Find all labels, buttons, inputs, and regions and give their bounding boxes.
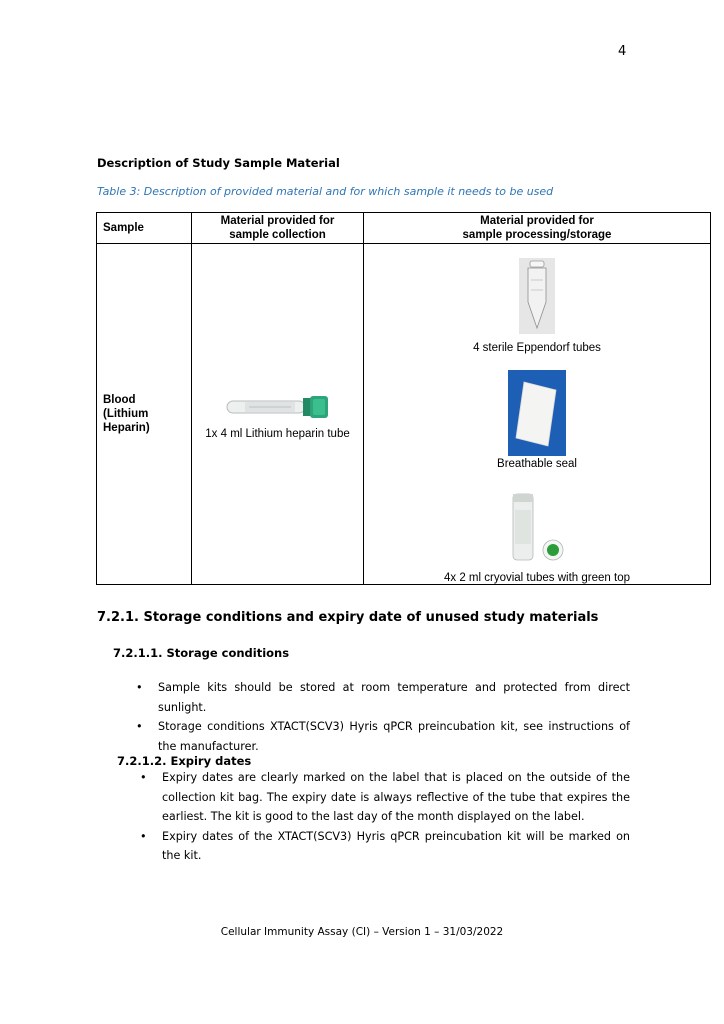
expiry-dates-heading: 7.2.1.2. Expiry dates — [117, 754, 252, 768]
list-item-text: Sample kits should be stored at room temperature and protected from direct sunlight. — [158, 681, 630, 714]
collection-cell — [192, 244, 364, 585]
collection-item-label: 1x 4 ml Lithium heparin tube — [205, 428, 350, 440]
list-item-text: Storage conditions XTACT(SCV3) Hyris qPCR preincubation kit, see instructions of the manufacturer. — [158, 720, 630, 753]
storage-conditions-heading: 7.2.1.1. Storage conditions — [113, 646, 290, 660]
processing-item-label: 4 sterile Eppendorf tubes — [473, 342, 601, 354]
header-processing-line1: Material provided for — [480, 215, 594, 227]
material-table — [96, 212, 711, 585]
sample-line2: (Lithium — [103, 408, 149, 420]
section-heading: Description of Study Sample Material — [97, 156, 340, 170]
bullet-icon: • — [140, 771, 147, 784]
table-header-row — [97, 213, 711, 244]
storage-section-heading: 7.2.1. Storage conditions and expiry date of unused study materials — [97, 610, 599, 625]
header-collection-line1: Material provided for — [220, 215, 335, 227]
page-number: 4 — [618, 44, 627, 59]
list-item — [136, 678, 630, 717]
bullet-icon: • — [136, 720, 143, 733]
lithium-heparin-tube-icon — [225, 394, 331, 420]
cryovial-tube-icon — [507, 492, 567, 564]
expiry-dates-list — [140, 768, 630, 866]
processing-cell — [364, 244, 711, 585]
page-footer: Cellular Immunity Assay (CI) – Version 1 – 31/03/2022 — [220, 926, 504, 938]
list-item — [136, 717, 630, 756]
processing-item-cryovial — [364, 470, 710, 584]
sample-cell — [97, 244, 192, 585]
breathable-seal-icon — [508, 370, 566, 456]
header-processing — [364, 213, 711, 244]
header-processing-line2: sample processing/storage — [462, 229, 612, 241]
header-collection-line2: sample collection — [229, 229, 326, 241]
list-item — [140, 768, 630, 827]
list-item — [140, 827, 630, 866]
bullet-icon: • — [136, 681, 143, 694]
sample-line3: Heparin) — [103, 422, 150, 434]
list-item-text: Expiry dates of the XTACT(SCV3) Hyris qPCR preincubation kit will be marked on the kit. — [162, 829, 630, 862]
table-row — [97, 244, 711, 585]
processing-item-seal — [364, 354, 710, 470]
processing-item-eppendorf — [364, 244, 710, 354]
list-item-text: Expiry dates are clearly marked on the label that is placed on the outside of the collection kit bag. The expiry date is always reflective of the tube that expires the earliest. The kit is good to the last day of the month displayed on the label. — [162, 771, 630, 823]
header-collection — [192, 213, 364, 244]
eppendorf-tube-icon — [519, 258, 555, 334]
storage-conditions-list — [136, 678, 630, 756]
processing-item-label: 4x 2 ml cryovial tubes with green top — [443, 572, 630, 584]
sample-line1: Blood — [103, 394, 136, 406]
processing-item-label: Breathable seal — [497, 458, 577, 470]
table-caption: Table 3: Description of provided material and for which sample it needs to be used — [97, 185, 554, 198]
bullet-icon: • — [140, 829, 147, 843]
header-sample: Sample — [97, 213, 192, 244]
